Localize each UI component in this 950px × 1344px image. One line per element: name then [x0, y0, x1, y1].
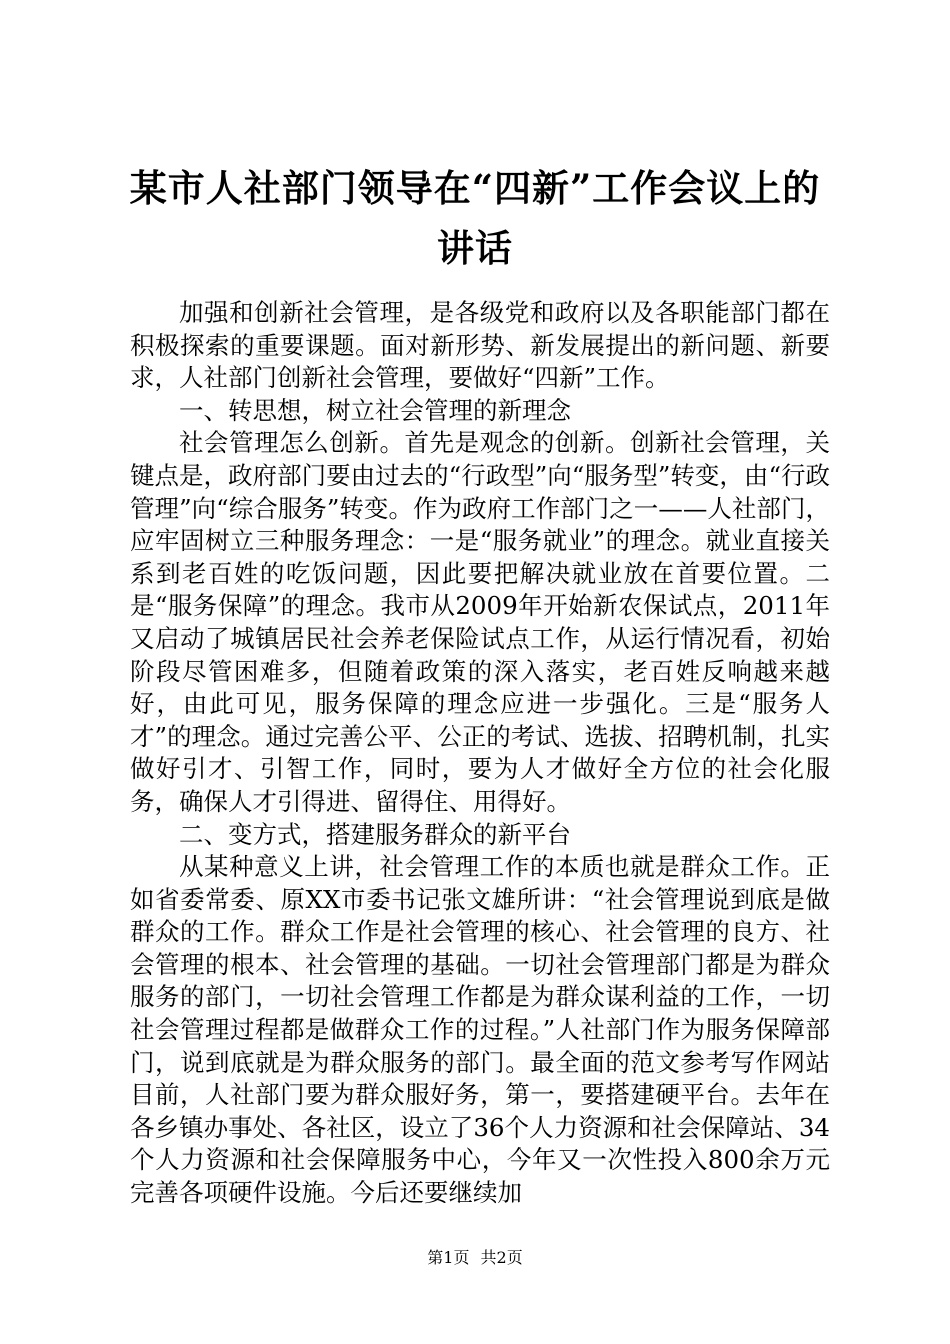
section-heading-2: 二、变方式，搭建服务群众的新平台 [179, 819, 571, 849]
document-title: 某市人社部门领导在“四新”工作会议上的讲话 [129, 166, 821, 270]
page-number: 第1页 [427, 1248, 470, 1267]
page-total: 共2页 [480, 1248, 523, 1267]
paragraph-section-2: 从某种意义上讲，社会管理工作的本质也就是群众工作。正如省委常委、原XX市委书记张文雄所讲：“社会管理说到底是做群众的工作。群众工作是社会管理的核心、社会管理的良方、社会管理的根本、社会管理的基础。一切社会管理部门都是为群众服务的部门，一切社会管理工作都是为群众谋利益的工作，一切社会管理过程都是做群众工作的过程。”人社部门作为服务保障部门，说到底就是为群众服务的部门。最全面的范文参考写作网站目前，人社部门要为群众服好务，第一，要搭建硬平台。去年在各乡镇办事处、各社区，设立了36个人力资源和社会保障站、34个人力资源和社会保障服务中心，今年又一次性投入800余万元完善各项硬件设施。今后还要继续加 [130, 852, 830, 1208]
document-body [130, 297, 830, 1210]
page-footer [0, 1245, 950, 1268]
section-heading-1: 一、转思想，树立社会管理的新理念 [179, 395, 571, 425]
paragraph-section-1: 社会管理怎么创新。首先是观念的创新。创新社会管理，关键点是，政府部门要由过去的“行政型”向“服务型”转变，由“行政管理”向“综合服务”转变。作为政府工作部门之一——人社部门，应牢固树立三种服务理念：一是“服务就业”的理念。就业直接关系到老百姓的吃饭问题，因此要把解决就业放在首要位置。二是“服务保障”的理念。我市从2009年开始新农保试点，2011年又启动了城镇居民社会养老保险试点工作，从运行情况看，初始阶段尽管困难多，但随着政策的深入落实，老百姓反响越来越好，由此可见，服务保障的理念应进一步强化。三是“服务人才”的理念。通过完善公平、公正的考试、选拔、招聘机制，扎实做好引才、引智工作，同时，要为人才做好全方位的社会化服务，确保人才引得进、留得住、用得好。 [130, 428, 830, 816]
paragraph-intro: 加强和创新社会管理，是各级党和政府以及各职能部门都在积极探索的重要课题。面对新形势、新发展提出的新问题、新要求，人社部门创新社会管理，要做好“四新”工作。 [130, 298, 830, 393]
